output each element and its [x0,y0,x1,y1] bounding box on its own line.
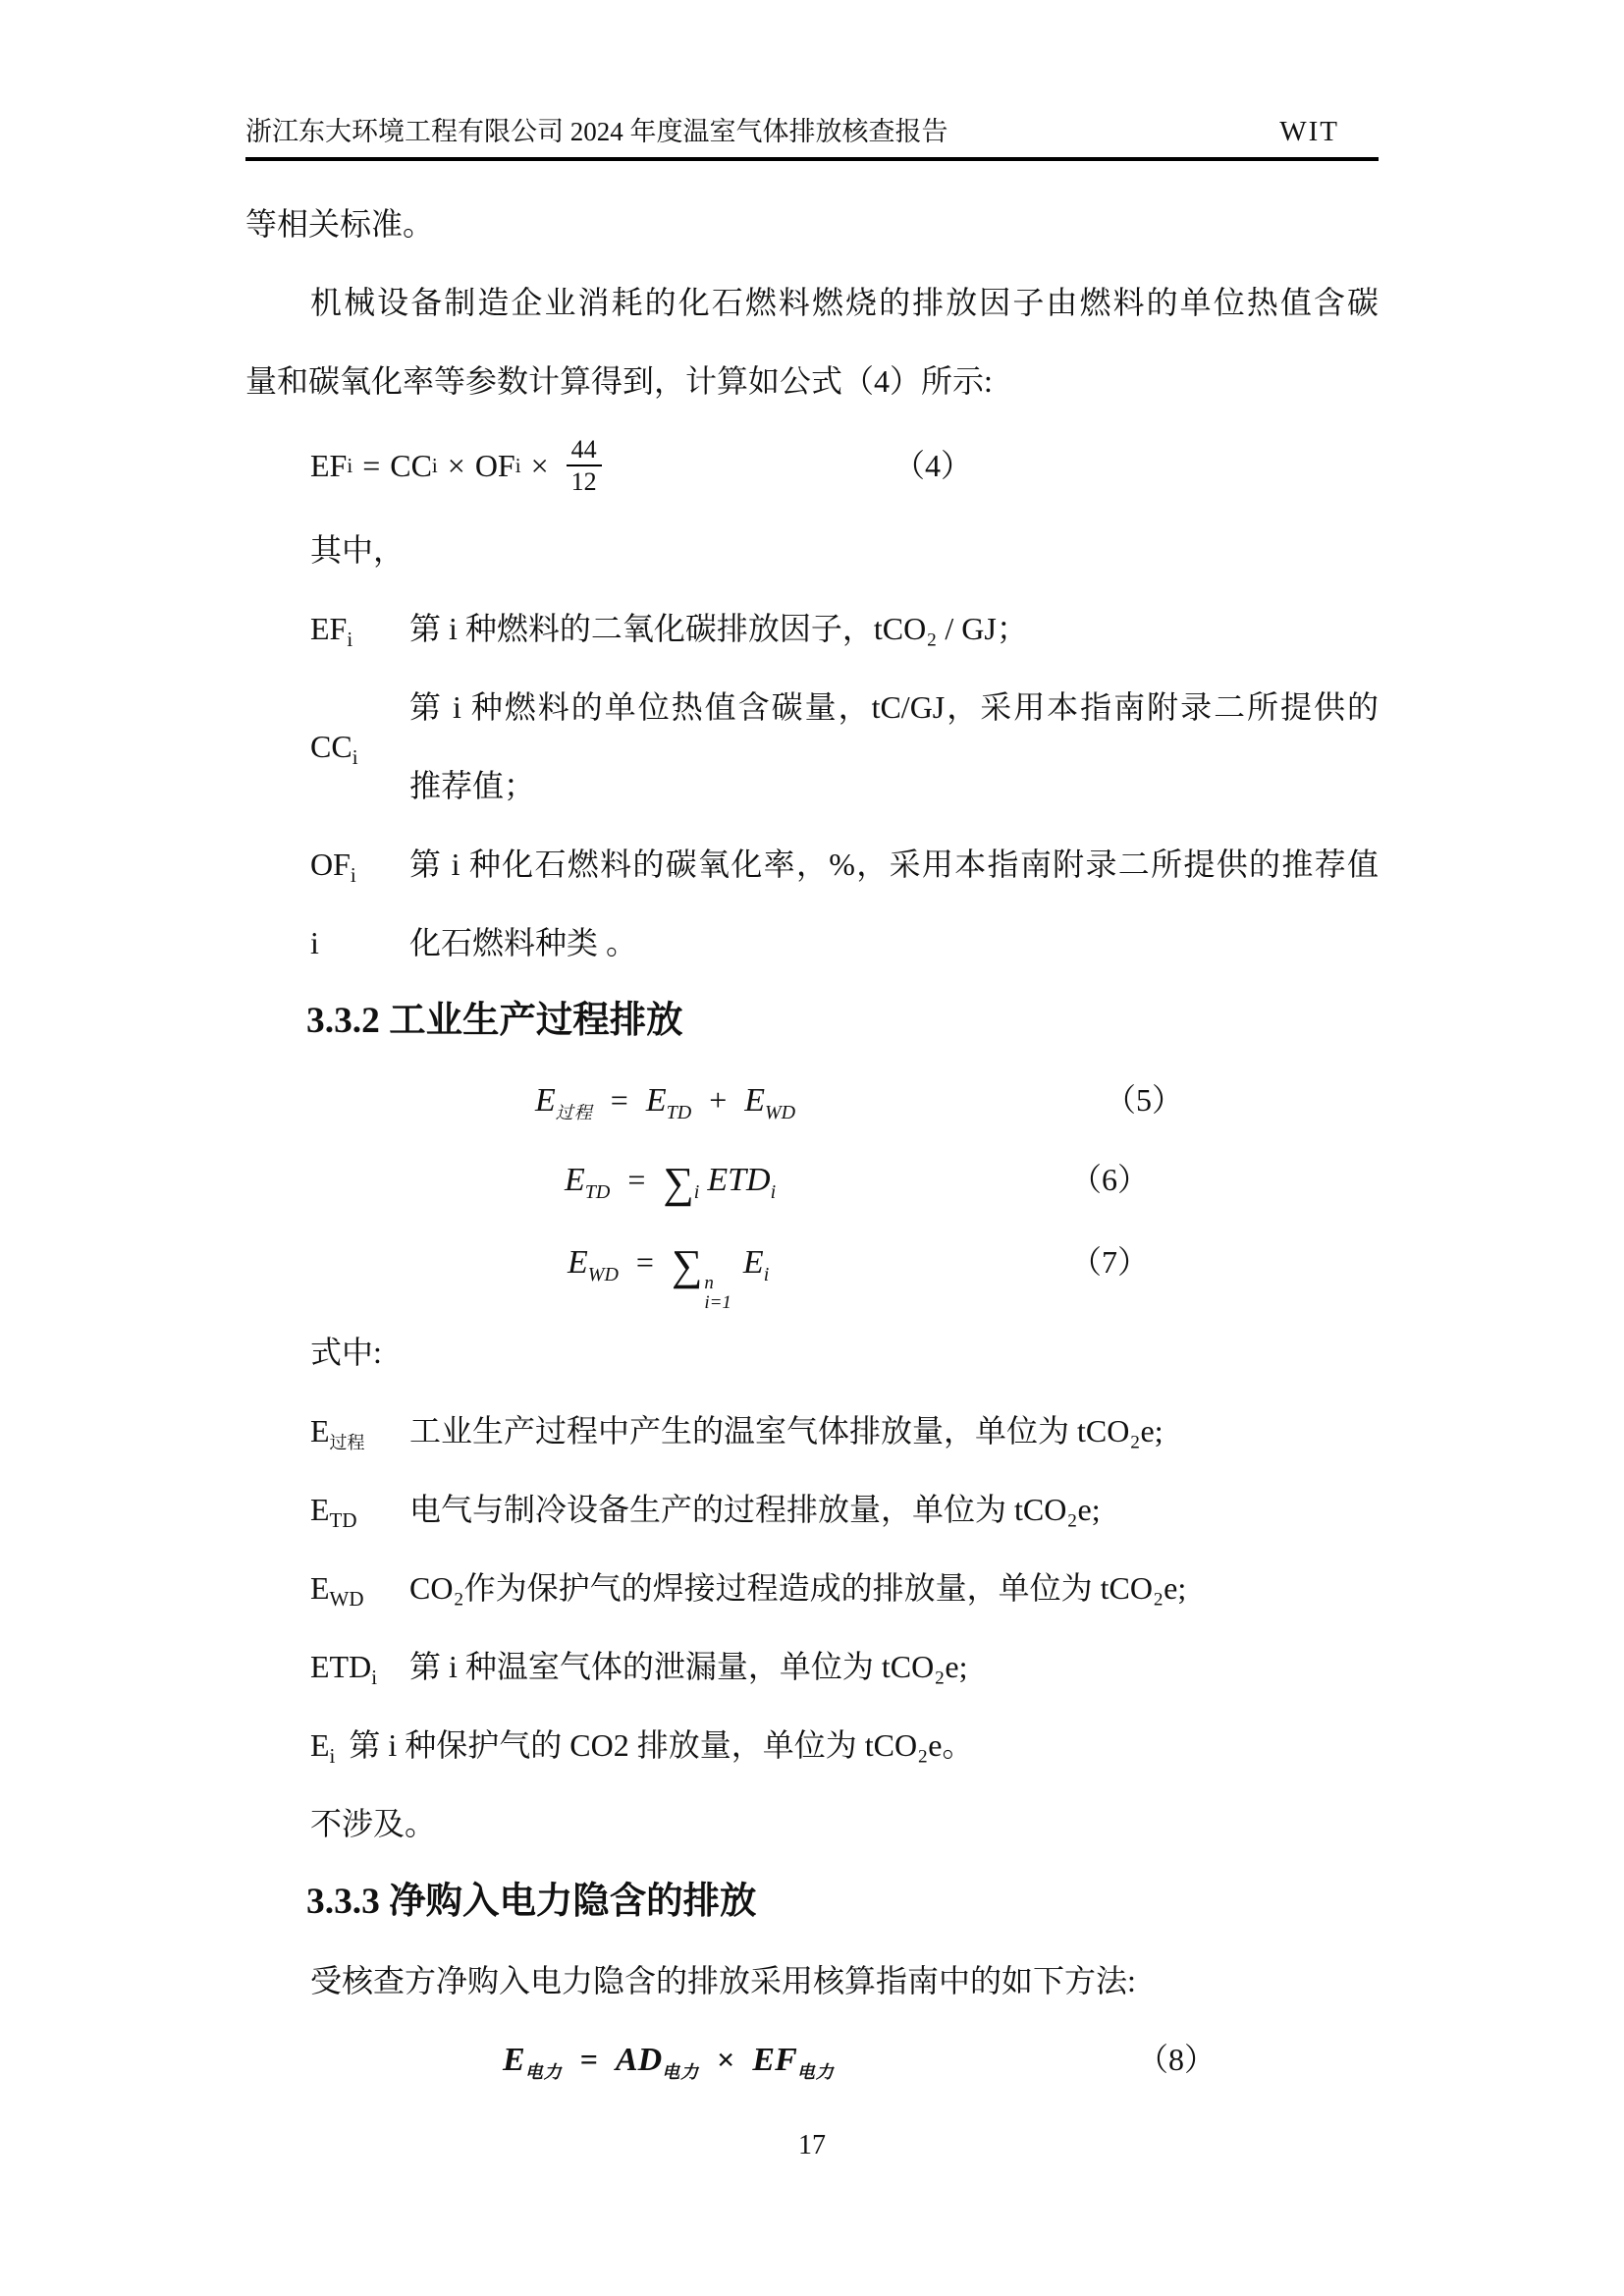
term-ef-i [310,589,409,668]
paragraph-not-involved: 不涉及。 [310,1805,437,1841]
term-base: E [310,1726,330,1763]
math-subscript: 电力 [662,2061,700,2082]
paragraph-formula-where: 式中: [310,1334,382,1370]
header-title: 浙江东大环境工程有限公司 2024 年度温室气体排放核查报告 [245,117,948,146]
term-etd-i [310,1627,409,1706]
term-subscript: i [329,1743,336,1768]
equation-4-expression: EF i = CC i × OF i × $\frac{44}{12}$ [310,420,602,511]
equation-7-number: （7） [1070,1244,1150,1280]
math-term: E [645,1082,667,1119]
page-number: 17 [798,2130,826,2160]
term-cc-i [310,707,409,786]
term-subscript: TD [329,1507,357,1532]
page-header [245,0,1379,161]
term-base: ETD [310,1648,372,1684]
plus-sign: + [709,1082,728,1118]
equation-5-expression [535,1082,796,1123]
equation-8 [245,2020,1379,2100]
term-subscript: 过程 [329,1432,365,1452]
definition-text: 第 i 种燃料的二氧化碳排放因子，tCO₂ / GJ； [409,611,1028,646]
math-subscript: 电力 [524,2061,563,2082]
term-base: CC [310,729,352,764]
equals-sign: = [579,2041,598,2077]
term-subscript: i [347,628,353,651]
math-subscript: i [763,1264,770,1285]
equation-4-number: （4） [893,448,973,483]
summation-upper-limit: n [704,1273,714,1293]
multiply-sign: × [447,448,465,483]
equation-7-expression [568,1241,770,1313]
math-term: E [535,1082,556,1119]
definition-text-line2: 推荐值； [409,768,536,803]
section-heading-3-3-3: 3.3.3 净购入电力隐含的排放 [306,1881,757,1922]
definition-ef-i [245,589,1379,668]
term-subscript: i [371,1665,378,1689]
definition-text: CO₂作为保护气的焊接过程造成的排放量，单位为 tCO₂e; [409,1569,1187,1606]
definition-text [409,668,1379,825]
math-term: EF [752,2041,797,2078]
term-e-td [310,1470,409,1549]
multiply-sign: × [717,2041,735,2077]
math-term: E [568,1244,588,1281]
fraction-numerator: 44 [567,434,602,466]
term-base: E [310,1412,330,1449]
definition-text-line1: 第 i 种燃料的单位热值含碳量，tC/GJ，采用本指南附录二所提供的 [409,689,1379,725]
definition-etd-i [245,1627,1379,1706]
equation-5-number: （5） [1105,1082,1184,1118]
equals-sign: = [627,1162,646,1197]
header-logo-text: WIT [1279,116,1339,147]
term-subscript: WD [329,1586,364,1611]
term-e-wd [310,1549,409,1627]
math-subscript: WD [587,1264,619,1285]
equation-7 [245,1223,1379,1313]
paragraph-emission-factor-line1: 机械设备制造企业消耗的化石燃料燃烧的排放因子由燃料的单位热值含碳 [310,285,1379,320]
definition-e-td [245,1470,1379,1549]
fraction-44-over-12 [567,434,602,497]
term-base: i [310,925,319,960]
definition-text: 电气与制冷设备生产的过程排放量，单位为 tCO₂e; [409,1491,1101,1527]
term-base: EF [310,611,348,646]
math-subscript: WD [765,1102,796,1123]
term-base: E [310,1569,330,1606]
definition-i [245,903,1379,982]
equals-sign: = [635,1244,654,1280]
math-subscript: 过程 [555,1103,593,1122]
definition-text: 第 i 种化石燃料的碳氧化率，%，采用本指南附录二所提供的推荐值 [409,847,1379,882]
definition-cc-i [245,668,1379,825]
math-subscript: TD [666,1102,692,1123]
equation-5 [245,1061,1379,1140]
definition-text: 第 i 种温室气体的泄漏量，单位为 tCO₂e; [409,1648,968,1684]
term-base: E [310,1491,330,1527]
term-subscript: i [350,863,356,887]
math-subscript: 电力 [796,2061,835,2082]
definition-e-process [245,1392,1379,1470]
math-subscript: i [770,1181,777,1203]
paragraph-electricity-method: 受核查方净购入电力隐含的排放采用核算指南中的如下方法: [310,1962,1136,1998]
page-body [245,185,1379,2100]
summation-lower-limit: i=1 [704,1291,731,1313]
term-subscript: i [352,745,358,769]
summation-icon: ∑ [671,1241,703,1289]
equation-6-number: （6） [1070,1162,1150,1197]
definition-text: 工业生产过程中产生的温室气体排放量，单位为 tCO₂e; [409,1412,1164,1449]
math-term: AD [615,2041,663,2078]
fraction-denominator: 12 [570,467,597,496]
equation-8-expression [503,2041,835,2082]
math-term: ETD [707,1162,771,1198]
math-subscript: TD [584,1181,611,1203]
paragraph-emission-factor-line2: 量和碳氧化率等参数计算得到，计算如公式（4）所示: [245,363,993,399]
term-i [310,903,409,982]
summation-icon: ∑ [663,1159,694,1207]
term-e-process [310,1392,409,1470]
term-base: OF [310,847,351,882]
section-heading-3-3-2: 3.3.2 工业生产过程排放 [306,1001,683,1041]
math-term: E [742,1244,764,1281]
math-term: EF [310,448,348,483]
definition-text: 化石燃料种类 。 [409,925,638,960]
summation-limits [704,1274,731,1313]
term-e-i [310,1706,335,1784]
equation-4 [245,420,1379,511]
multiply-sign: × [530,448,549,483]
equals-sign: = [362,448,381,483]
math-term: CC [390,448,432,483]
math-term: E [565,1162,585,1198]
equation-8-number: （8） [1137,2041,1217,2077]
definition-e-i [245,1706,1379,1784]
page-footer [0,2131,1624,2160]
term-of-i [310,825,409,903]
definition-text: 第 i 种保护气的 CO2 排放量，单位为 tCO₂e。 [349,1726,974,1763]
equation-6-expression [565,1159,777,1207]
math-term: OF [474,448,515,483]
paragraph-continued: 等相关标准。 [245,206,435,242]
definition-e-wd [245,1549,1379,1627]
paragraph-among: 其中， [310,532,406,568]
definition-of-i [245,825,1379,903]
summation-index: i [693,1181,700,1203]
equation-6 [245,1140,1379,1223]
math-term: E [503,2041,525,2078]
equals-sign: = [610,1082,628,1118]
math-term: E [744,1082,766,1119]
